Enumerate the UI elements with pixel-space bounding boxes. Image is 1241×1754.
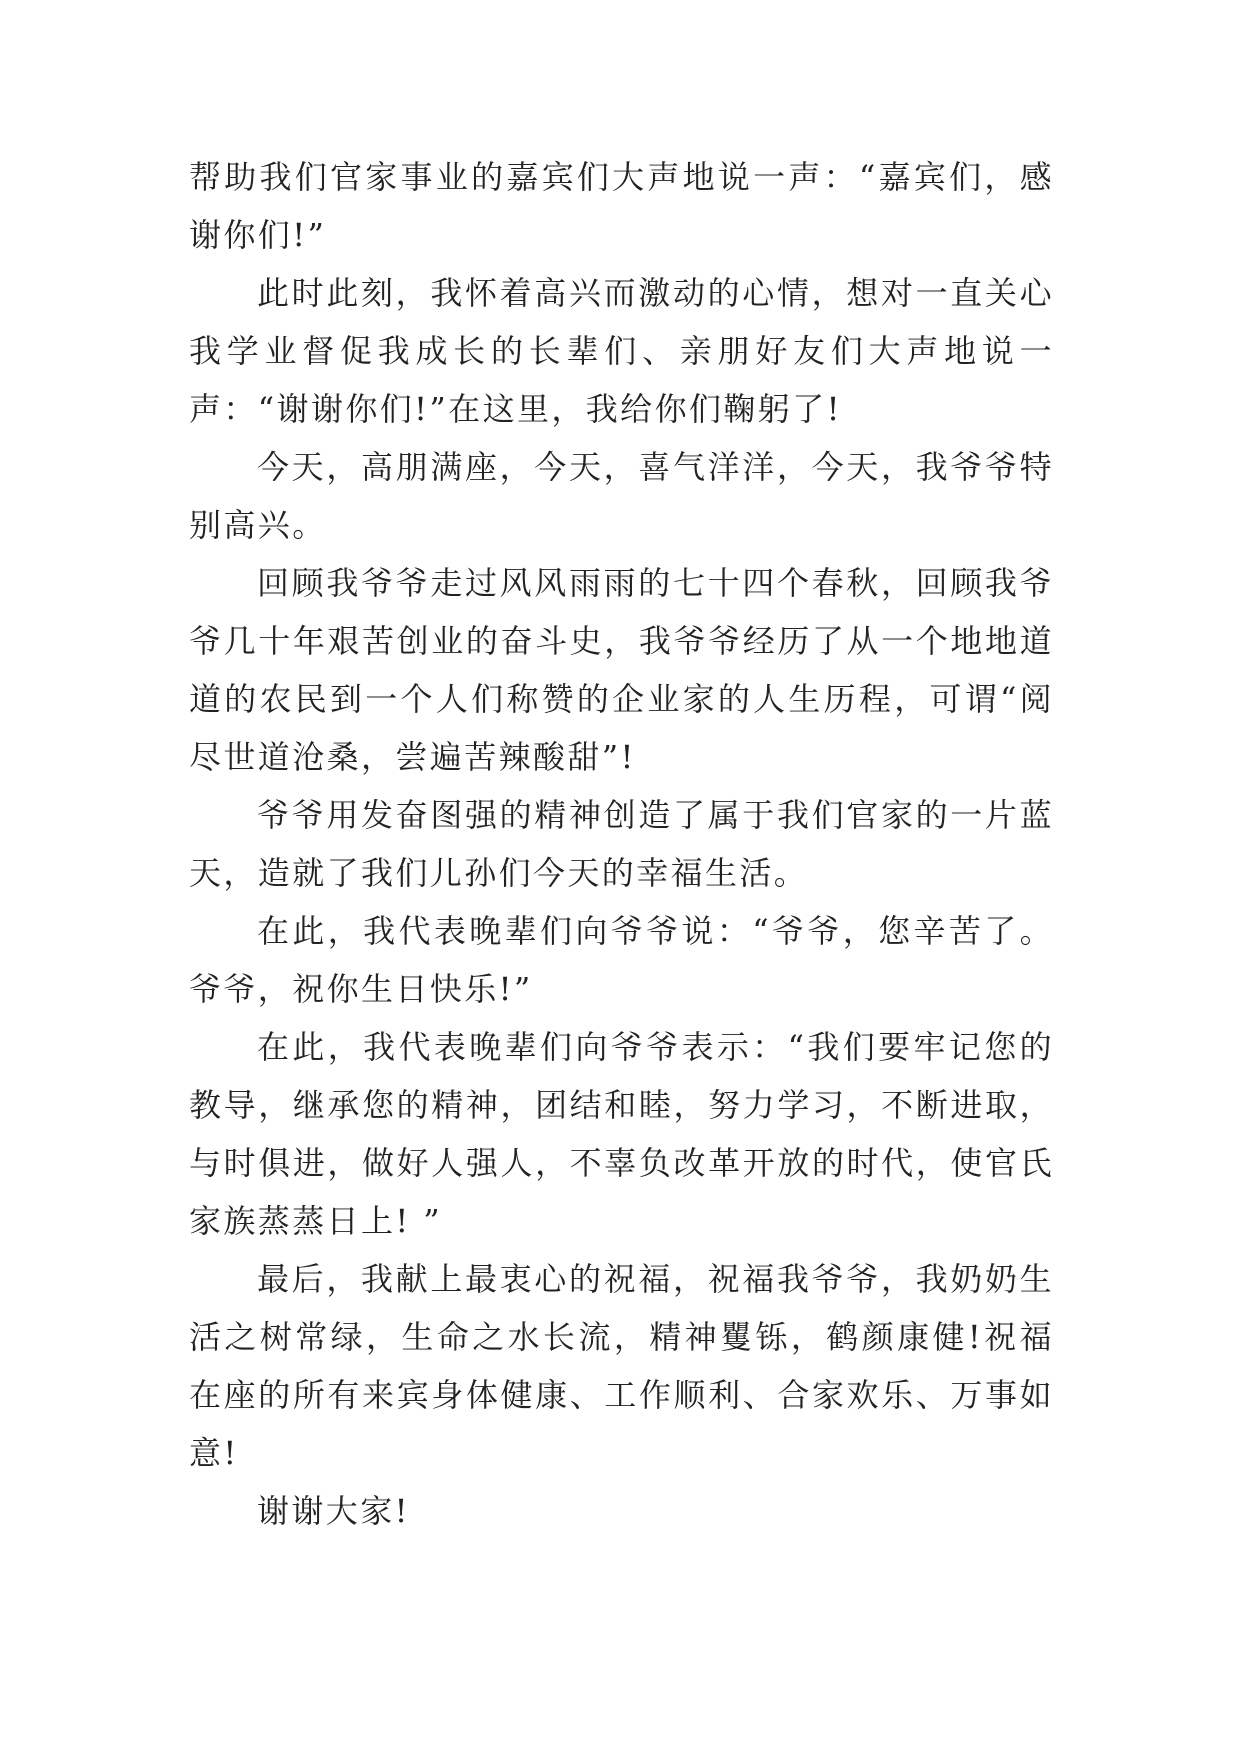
paragraph-1: 帮助我们官家事业的嘉宾们大声地说一声：“嘉宾们，感谢你们!” [189,158,1054,254]
document-body [189,148,1054,1540]
paragraph-8: 最后，我献上最衷心的祝福，祝福我爷爷，我奶奶生活之树常绿，生命之水长流，精神矍铄，鹤颜康健!祝福在座的所有来宾身体健康、工作顺利、合家欢乐、万事如意! [189,1260,1054,1472]
paragraph-3: 今天，高朋满座，今天，喜气洋洋，今天，我爷爷特别高兴。 [189,448,1054,544]
paragraph-7: 在此，我代表晚辈们向爷爷表示：“我们要牢记您的教导，继承您的精神，团结和睦，努力学习，不断进取，与时俱进，做好人强人，不辜负改革开放的时代，使官氏家族蒸蒸日上! ” [189,1028,1054,1240]
paragraph-9: 谢谢大家! [257,1492,410,1530]
paragraph-6: 在此，我代表晚辈们向爷爷说：“爷爷，您辛苦了。爷爷，祝你生日快乐!” [189,912,1054,1008]
paragraph-5: 爷爷用发奋图强的精神创造了属于我们官家的一片蓝天，造就了我们儿孙们今天的幸福生活。 [189,796,1054,892]
paragraph-2: 此时此刻，我怀着高兴而激动的心情，想对一直关心我学业督促我成长的长辈们、亲朋好友们大声地说一声：“谢谢你们!”在这里，我给你们鞠躬了! [189,274,1054,428]
paragraph-4: 回顾我爷爷走过风风雨雨的七十四个春秋，回顾我爷爷几十年艰苦创业的奋斗史，我爷爷经历了从一个地地道道的农民到一个人们称赞的企业家的人生历程，可谓“阅尽世道沧桑，尝遍苦辣酸甜”! [189,564,1054,776]
